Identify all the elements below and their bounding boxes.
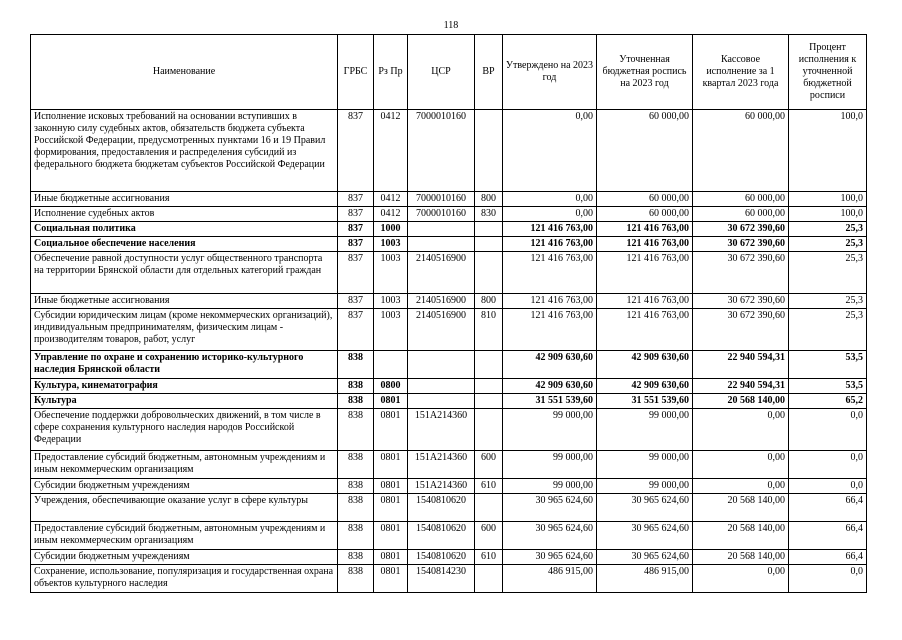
cell-name: Иные бюджетные ассигнования: [31, 294, 338, 309]
cell-refined: 60 000,00: [597, 110, 693, 192]
cell-refined: 121 416 763,00: [597, 294, 693, 309]
cell-grbs: 838: [338, 550, 374, 565]
page-number: 118: [443, 20, 459, 31]
cell-approved: 30 965 624,60: [503, 550, 597, 565]
cell-name: Обеспечение поддержки добровольческих движений, в том числе в сфере сохранения культурного наследия народов Российской Федерации: [31, 409, 338, 451]
col-header-refined: Уточненная бюджетная роспись на 2023 год: [597, 35, 693, 110]
cell-vr: [475, 409, 503, 451]
cell-approved: 0,00: [503, 110, 597, 192]
cell-grbs: 838: [338, 451, 374, 479]
table-row: [31, 409, 867, 451]
cell-rzpr: 0412: [374, 207, 408, 222]
cell-csr: [408, 222, 475, 237]
table-row: [31, 309, 867, 351]
cell-percent: 25,3: [789, 252, 867, 294]
table-row: [31, 110, 867, 192]
cell-csr: 151A214360: [408, 451, 475, 479]
cell-vr: [475, 351, 503, 379]
table-row: [31, 479, 867, 494]
cell-rzpr: 0801: [374, 409, 408, 451]
cell-percent: 53,5: [789, 351, 867, 379]
cell-name: Субсидии юридическим лицам (кроме некоммерческих организаций), индивидуальным предпринимателям, физическим лицам - производителям товаров, работ, услуг: [31, 309, 338, 351]
cell-rzpr: 0412: [374, 192, 408, 207]
cell-rzpr: 1003: [374, 252, 408, 294]
table-row: [31, 192, 867, 207]
table-row: [31, 550, 867, 565]
cell-approved: 99 000,00: [503, 479, 597, 494]
cell-vr: 600: [475, 522, 503, 550]
cell-executed: 30 672 390,60: [693, 252, 789, 294]
cell-grbs: 837: [338, 237, 374, 252]
cell-vr: [475, 394, 503, 409]
col-header-name: Наименование: [31, 35, 338, 110]
cell-rzpr: 0801: [374, 522, 408, 550]
cell-approved: 42 909 630,60: [503, 351, 597, 379]
table-row: [31, 237, 867, 252]
table-row: [31, 252, 867, 294]
cell-executed: 20 568 140,00: [693, 550, 789, 565]
cell-grbs: 838: [338, 479, 374, 494]
cell-rzpr: 0801: [374, 479, 408, 494]
cell-name: Предоставление субсидий бюджетным, автономным учреждениям и иным некоммерческим организациям: [31, 522, 338, 550]
cell-refined: 121 416 763,00: [597, 309, 693, 351]
cell-vr: [475, 110, 503, 192]
cell-rzpr: 1003: [374, 294, 408, 309]
cell-percent: 25,3: [789, 294, 867, 309]
cell-name: Культура, кинематография: [31, 379, 338, 394]
cell-refined: 121 416 763,00: [597, 237, 693, 252]
cell-executed: 30 672 390,60: [693, 309, 789, 351]
cell-executed: 60 000,00: [693, 110, 789, 192]
cell-grbs: 838: [338, 565, 374, 593]
cell-rzpr: 0801: [374, 394, 408, 409]
cell-rzpr: 0801: [374, 565, 408, 593]
cell-rzpr: 1003: [374, 237, 408, 252]
cell-name: Исполнение исковых требований на основании вступивших в законную силу судебных актов, обязательств бюджета субъекта Российской Федерации, предусмотренных пунктами 16 и 19 Правил формирования, предоставления и распределения субсидий из федерального бюджета бюджетам субъектов Российской Федерации: [31, 110, 338, 192]
cell-approved: 121 416 763,00: [503, 252, 597, 294]
cell-name: Субсидии бюджетным учреждениям: [31, 479, 338, 494]
cell-vr: [475, 379, 503, 394]
table-row: [31, 222, 867, 237]
table-row: [31, 451, 867, 479]
cell-executed: 0,00: [693, 409, 789, 451]
cell-executed: 60 000,00: [693, 192, 789, 207]
cell-grbs: 838: [338, 409, 374, 451]
cell-vr: [475, 237, 503, 252]
cell-csr: 1540814230: [408, 565, 475, 593]
cell-name: Субсидии бюджетным учреждениям: [31, 550, 338, 565]
cell-csr: 1540810620: [408, 522, 475, 550]
cell-csr: 151A214360: [408, 409, 475, 451]
cell-grbs: 837: [338, 252, 374, 294]
cell-vr: 610: [475, 550, 503, 565]
cell-executed: 22 940 594,31: [693, 379, 789, 394]
cell-percent: 100,0: [789, 207, 867, 222]
cell-name: Предоставление субсидий бюджетным, автономным учреждениям и иным некоммерческим организациям: [31, 451, 338, 479]
cell-approved: 30 965 624,60: [503, 522, 597, 550]
cell-csr: 7000010160: [408, 110, 475, 192]
table-row: [31, 207, 867, 222]
cell-grbs: 838: [338, 522, 374, 550]
cell-grbs: 838: [338, 351, 374, 379]
cell-csr: 2140516900: [408, 252, 475, 294]
cell-approved: 99 000,00: [503, 409, 597, 451]
cell-name: Иные бюджетные ассигнования: [31, 192, 338, 207]
cell-percent: 100,0: [789, 110, 867, 192]
col-header-approved: Утверждено на 2023 год: [503, 35, 597, 110]
cell-rzpr: 0800: [374, 379, 408, 394]
cell-approved: 30 965 624,60: [503, 494, 597, 522]
cell-vr: [475, 252, 503, 294]
cell-name: Исполнение судебных актов: [31, 207, 338, 222]
cell-grbs: 837: [338, 207, 374, 222]
cell-percent: 66,4: [789, 494, 867, 522]
cell-percent: 66,4: [789, 522, 867, 550]
cell-csr: [408, 379, 475, 394]
cell-name: Сохранение, использование, популяризация и государственная охрана объектов культурного наследия: [31, 565, 338, 593]
cell-executed: 60 000,00: [693, 207, 789, 222]
cell-csr: 7000010160: [408, 192, 475, 207]
table-row: [31, 494, 867, 522]
cell-rzpr: 1003: [374, 309, 408, 351]
cell-approved: 0,00: [503, 207, 597, 222]
cell-executed: 0,00: [693, 479, 789, 494]
cell-rzpr: 0801: [374, 451, 408, 479]
cell-rzpr: 0412: [374, 110, 408, 192]
cell-percent: 0,0: [789, 409, 867, 451]
cell-name: Учреждения, обеспечивающие оказание услуг в сфере культуры: [31, 494, 338, 522]
cell-approved: 0,00: [503, 192, 597, 207]
table-body: [31, 110, 867, 593]
cell-rzpr: 0801: [374, 494, 408, 522]
cell-csr: [408, 351, 475, 379]
cell-percent: 100,0: [789, 192, 867, 207]
cell-name: Обеспечение равной доступности услуг общественного транспорта на территории Брянской области для отдельных категорий граждан: [31, 252, 338, 294]
col-header-csr: ЦСР: [408, 35, 475, 110]
table-row: [31, 522, 867, 550]
cell-percent: 53,5: [789, 379, 867, 394]
cell-name: Управление по охране и сохранению историко-культурного наследия Брянской области: [31, 351, 338, 379]
table-header: [31, 35, 867, 110]
cell-rzpr: [374, 351, 408, 379]
cell-rzpr: 1000: [374, 222, 408, 237]
cell-refined: 30 965 624,60: [597, 550, 693, 565]
cell-refined: 42 909 630,60: [597, 351, 693, 379]
cell-executed: 30 672 390,60: [693, 237, 789, 252]
cell-grbs: 837: [338, 110, 374, 192]
cell-refined: 30 965 624,60: [597, 522, 693, 550]
cell-percent: 0,0: [789, 479, 867, 494]
cell-vr: 600: [475, 451, 503, 479]
cell-csr: 1540810620: [408, 550, 475, 565]
cell-approved: 31 551 539,60: [503, 394, 597, 409]
table-row: [31, 294, 867, 309]
cell-approved: 121 416 763,00: [503, 222, 597, 237]
table-row: [31, 394, 867, 409]
cell-refined: 121 416 763,00: [597, 252, 693, 294]
cell-percent: 25,3: [789, 237, 867, 252]
table-row: [31, 351, 867, 379]
cell-vr: [475, 222, 503, 237]
cell-vr: 610: [475, 479, 503, 494]
cell-refined: 486 915,00: [597, 565, 693, 593]
cell-refined: 30 965 624,60: [597, 494, 693, 522]
cell-grbs: 837: [338, 309, 374, 351]
cell-name: Социальная политика: [31, 222, 338, 237]
col-header-rzpr: Рз Пр: [374, 35, 408, 110]
cell-executed: 20 568 140,00: [693, 494, 789, 522]
cell-executed: 20 568 140,00: [693, 394, 789, 409]
cell-csr: 2140516900: [408, 309, 475, 351]
cell-refined: 31 551 539,60: [597, 394, 693, 409]
cell-refined: 42 909 630,60: [597, 379, 693, 394]
cell-vr: 800: [475, 294, 503, 309]
cell-refined: 99 000,00: [597, 409, 693, 451]
cell-vr: [475, 494, 503, 522]
cell-refined: 121 416 763,00: [597, 222, 693, 237]
cell-csr: 2140516900: [408, 294, 475, 309]
cell-executed: 22 940 594,31: [693, 351, 789, 379]
cell-csr: 151A214360: [408, 479, 475, 494]
cell-csr: 7000010160: [408, 207, 475, 222]
cell-refined: 60 000,00: [597, 192, 693, 207]
col-header-grbs: ГРБС: [338, 35, 374, 110]
cell-refined: 99 000,00: [597, 451, 693, 479]
cell-rzpr: 0801: [374, 550, 408, 565]
cell-vr: 800: [475, 192, 503, 207]
col-header-percent: Процент исполнения к уточненной бюджетной росписи: [789, 35, 867, 110]
cell-csr: 1540810620: [408, 494, 475, 522]
table-row: [31, 565, 867, 593]
cell-executed: 20 568 140,00: [693, 522, 789, 550]
cell-csr: [408, 394, 475, 409]
cell-approved: 99 000,00: [503, 451, 597, 479]
cell-approved: 121 416 763,00: [503, 237, 597, 252]
cell-name: Социальное обеспечение населения: [31, 237, 338, 252]
cell-csr: [408, 237, 475, 252]
cell-grbs: 837: [338, 294, 374, 309]
cell-grbs: 838: [338, 379, 374, 394]
cell-percent: 0,0: [789, 565, 867, 593]
cell-grbs: 837: [338, 222, 374, 237]
cell-grbs: 837: [338, 192, 374, 207]
cell-executed: 0,00: [693, 565, 789, 593]
cell-vr: 810: [475, 309, 503, 351]
cell-grbs: 838: [338, 494, 374, 522]
cell-percent: 25,3: [789, 222, 867, 237]
cell-name: Культура: [31, 394, 338, 409]
cell-vr: [475, 565, 503, 593]
cell-refined: 60 000,00: [597, 207, 693, 222]
budget-table: [30, 34, 867, 593]
cell-approved: 121 416 763,00: [503, 309, 597, 351]
cell-grbs: 838: [338, 394, 374, 409]
cell-executed: 0,00: [693, 451, 789, 479]
cell-vr: 830: [475, 207, 503, 222]
cell-refined: 99 000,00: [597, 479, 693, 494]
table-row: [31, 379, 867, 394]
cell-percent: 65,2: [789, 394, 867, 409]
cell-percent: 66,4: [789, 550, 867, 565]
col-header-vr: ВР: [475, 35, 503, 110]
cell-approved: 486 915,00: [503, 565, 597, 593]
cell-approved: 121 416 763,00: [503, 294, 597, 309]
cell-approved: 42 909 630,60: [503, 379, 597, 394]
col-header-executed: Кассовое исполнение за 1 квартал 2023 года: [693, 35, 789, 110]
cell-executed: 30 672 390,60: [693, 294, 789, 309]
cell-percent: 0,0: [789, 451, 867, 479]
cell-executed: 30 672 390,60: [693, 222, 789, 237]
cell-percent: 25,3: [789, 309, 867, 351]
